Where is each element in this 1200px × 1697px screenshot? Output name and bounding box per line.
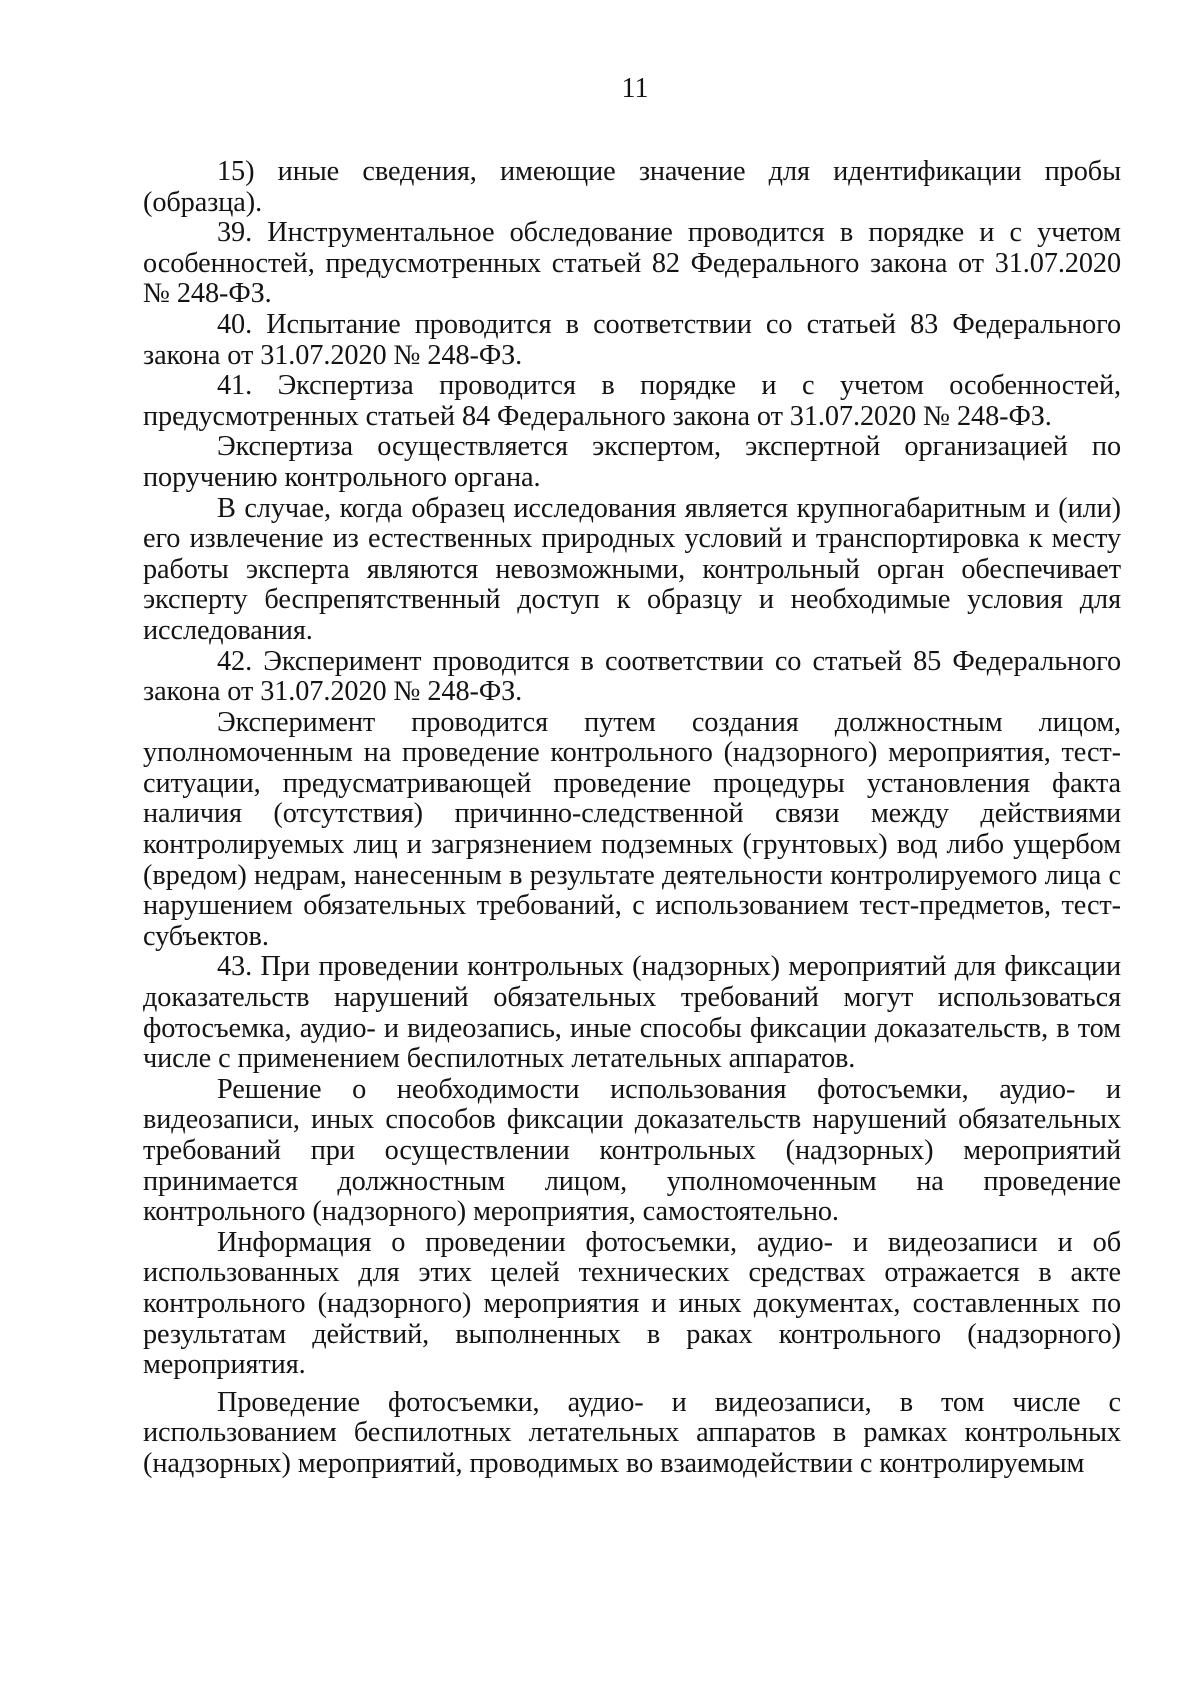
document-body xyxy=(143,157,1121,1480)
paragraph-43-conduct: Проведение фотосъемки, аудио- и видеозаписи, в том числе с использованием беспилотных летательных аппаратов в рамках контрольных (надзорных) мероприятий, проводимых во взаимодействии с контролируемым xyxy=(143,1386,1121,1479)
paragraph-42: 42. Эксперимент проводится в соответствии со статьей 85 Федерального закона от 31.07.2020 № 248-ФЗ. xyxy=(143,645,1121,708)
paragraph-43-information: Информация о проведении фотосъемки, аудио- и видеозаписи и об использованных для этих целей технических средствах отражается в акте контрольного (надзорного) мероприятия и иных документах, составленных по результатам действий, выполненных в раках контрольного (надзорного) мероприятия. xyxy=(143,1226,1121,1381)
paragraph-41-large-sample: В случае, когда образец исследования является крупногабаритным и (или) его извлечение из естественных природных условий и транспортировка к месту работы эксперта являются невозможными, контрольный орган обеспечивает эксперту беспрепятственный доступ к образцу и необходимые условия для исследования. xyxy=(143,492,1121,646)
paragraph-42-experiment: Эксперимент проводится путем создания должностным лицом, уполномоченным на проведение контрольного (надзорного) мероприятия, тест-ситуации, предусматривающей проведение процедуры установления факта наличия (отсутствия) причинно-следственной связи между действиями контролируемых лиц и загрязнением подземных (грунтовых) вод либо ущербом (вредом) недрам, нанесенным в результате деятельности контролируемого лица с нарушением обязательных требований, с использованием тест-предметов, тест-субъектов. xyxy=(143,706,1121,952)
paragraph-40: 40. Испытание проводится в соответствии со статьей 83 Федерального закона от 31.07.2020 № 248-ФЗ. xyxy=(143,308,1121,371)
paragraph-item-15: 15) иные сведения, имеющие значение для идентификации пробы (образца). xyxy=(143,156,1121,218)
paragraph-39: 39. Инструментальное обследование проводится в порядке и с учетом особенностей, предусмотренных статьей 82 Федерального закона от 31.07.2020 № 248-ФЗ. xyxy=(143,217,1121,310)
paragraph-41: 41. Экспертиза проводится в порядке и с учетом особенностей, предусмотренных статьей 84 Федерального закона от 31.07.2020 № 248-ФЗ. xyxy=(143,370,1121,432)
page-number: 11 xyxy=(621,73,649,104)
paragraph-43: 43. При проведении контрольных (надзорных) мероприятий для фиксации доказательств нарушений обязательных требований могут использоваться фотосъемка, аудио- и видеозапись, иные способы фиксации доказательств, в том числе с применением беспилотных летательных аппаратов. xyxy=(143,951,1121,1075)
paragraph-43-decision: Решение о необходимости использования фотосъемки, аудио- и видеозаписи, иных способов фиксации доказательств нарушений обязательных требований при осуществлении контрольных (надзорных) мероприятий принимается должностным лицом, уполномоченным на проведение контрольного (надзорного) мероприятия, самостоятельно. xyxy=(143,1073,1121,1228)
paragraph-41-expert: Экспертиза осуществляется экспертом, экспертной организацией по поручению контрольного органа. xyxy=(143,431,1121,493)
